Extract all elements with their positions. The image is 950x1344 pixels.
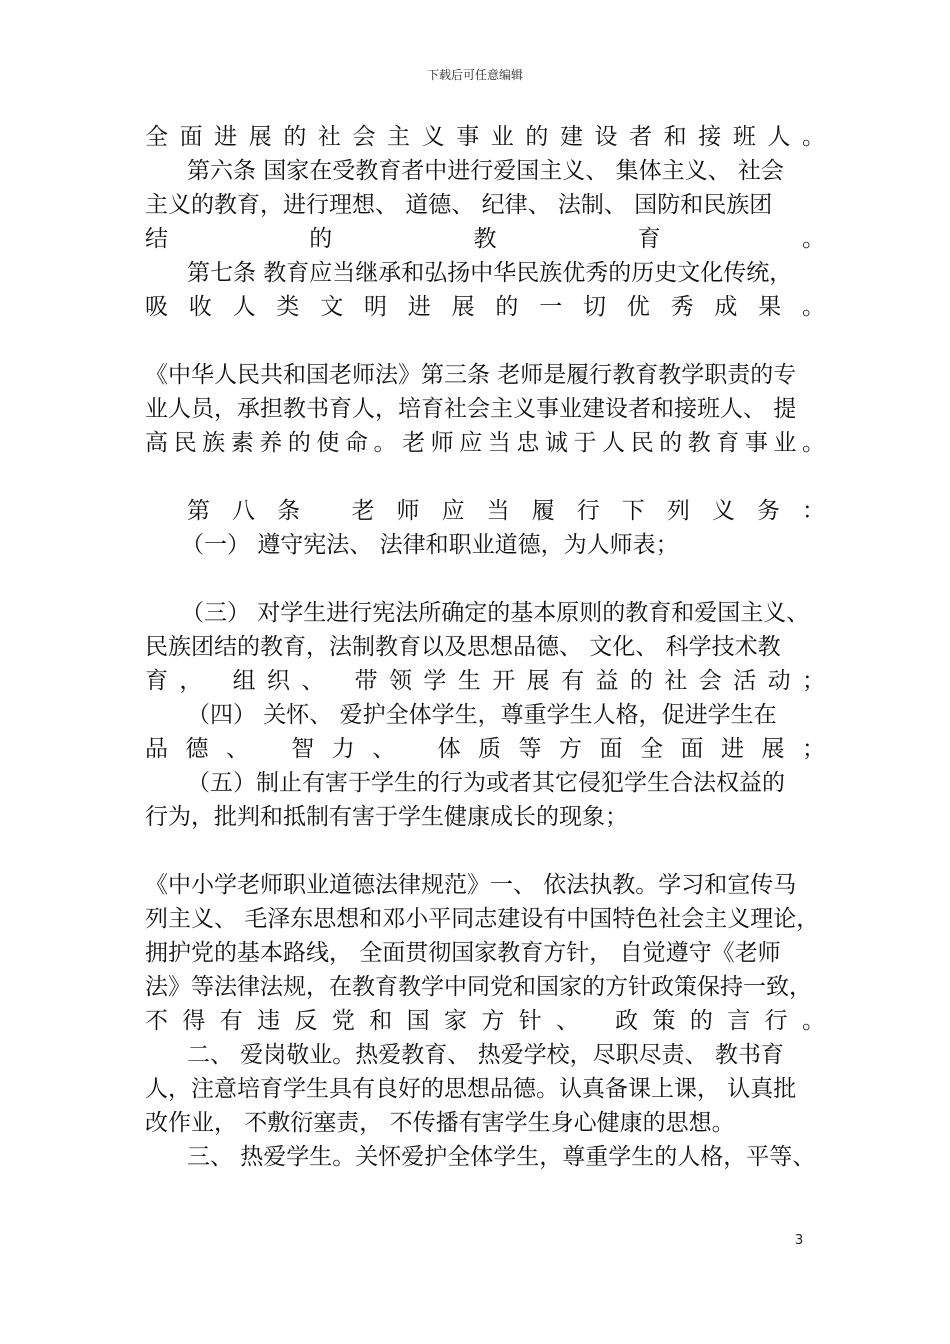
text-line: 三、 热爱学生。关怀爱护全体学生，尊重学生的人格，平等、 (187, 1144, 816, 1170)
text-line: 人，注意培育学生具有良好的思想品德。认真备课上课， 认真批 (145, 1076, 797, 1102)
text-line: 品德、 智力、 体质等方面全面进展； (145, 736, 825, 762)
text-line: （一） 遵守宪法、 法律和职业道德，为人师表； (181, 532, 679, 558)
blank-line (145, 562, 825, 596)
text-line: 主义的教育，进行理想、 道德、 纪律、 法制、 国防和民族团 (145, 192, 773, 218)
text-line: （三） 对学生进行宪法所确定的基本原则的教育和爱国主义、 (181, 600, 810, 626)
text-line: 改作业， 不敷衍塞责， 不传播有害学生身心健康的思想。 (145, 1110, 735, 1136)
text-line: 业人员，承担教书育人，培育社会主义事业建设者和接班人、 提 (145, 396, 797, 422)
text-line: 列主义、 毛泽东思想和邓小平同志建设有中国特色社会主义理论， (145, 906, 820, 932)
text-line: 吸收人类文明进展的一切优秀成果。 (145, 294, 825, 320)
text-line: 育， 组织、 带领学生开展有益的社会活动； (145, 668, 825, 694)
document-body (145, 120, 825, 1174)
text-line: 行为，批判和抵制有害于学生健康成长的现象； (145, 804, 628, 830)
text-line: 不得有违反党和国家方针、 政策的言行。 (145, 1008, 825, 1034)
text-line: 二、 爱岗敬业。热爱教育、 热爱学校，尽职尽责、 教书育 (187, 1042, 784, 1068)
text-line: 法》等法律法规，在教育教学中同党和国家的方针政策保持一致， (145, 974, 812, 1000)
text-line: 第六条 国家在受教育者中进行爱国主义、 集体主义、 社会 (187, 158, 784, 184)
text-line: 《中小学老师职业道德法律规范》一、 依法执教。学习和宣传马 (145, 872, 797, 898)
blank-line (145, 834, 825, 868)
text-line: （五）制止有害于学生的行为或者其它侵犯学生合法权益的 (187, 770, 785, 796)
text-line: （四） 关怀、 爱护全体学生，尊重学生人格，促进学生在 (187, 702, 777, 728)
blank-line (145, 324, 825, 358)
page-number: 3 (795, 1233, 804, 1248)
text-line: 《中华人民共和国老师法》第三条 老师是履行教育教学职责的专 (145, 362, 797, 388)
page-header: 下载后可任意编辑 (426, 68, 523, 82)
text-line: 第七条 教育应当继承和弘扬中华民族优秀的历史文化传统， (187, 260, 793, 286)
text-line: 全面进展的社会主义事业的建设者和接班人。 (145, 124, 825, 150)
blank-line (145, 460, 825, 494)
text-line: 拥护党的基本路线， 全面贯彻国家教育方针， 自觉遵守《老师 (145, 940, 781, 966)
text-line: 高民族素养的使命。老师应当忠诚于人民的教育事业。 (145, 430, 825, 456)
text-line: 民族团结的教育，法制教育以及思想品德、 文化、 科学技术教 (145, 634, 781, 660)
text-line: 第八条 老师应当履行下列义务： (187, 498, 825, 524)
text-line: 结的教育。 (145, 226, 825, 252)
